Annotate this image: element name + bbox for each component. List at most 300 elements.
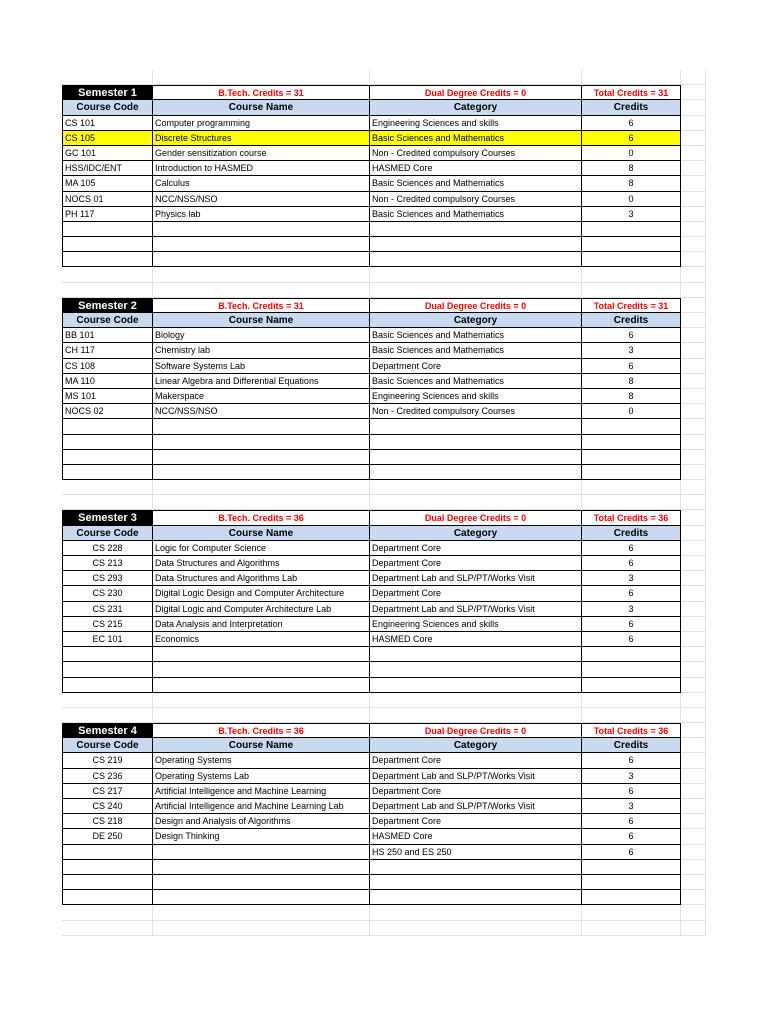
credits-cell[interactable]: 6 [582, 814, 681, 829]
category-header[interactable]: Category [370, 100, 582, 115]
course-code-cell[interactable]: PH 117 [62, 207, 153, 222]
dual-degree-credits-label[interactable]: Dual Degree Credits = 0 [370, 510, 582, 525]
course-name-cell[interactable]: Logic for Computer Science [153, 541, 370, 556]
empty-cell[interactable] [62, 860, 153, 875]
course-name-cell[interactable]: Makerspace [153, 389, 370, 404]
empty-cell[interactable] [681, 647, 706, 662]
empty-cell[interactable] [681, 708, 706, 723]
empty-cell[interactable] [62, 465, 153, 480]
dual-degree-credits-label[interactable]: Dual Degree Credits = 0 [370, 723, 582, 738]
empty-cell[interactable] [153, 875, 370, 890]
empty-cell[interactable] [681, 723, 706, 738]
empty-cell[interactable] [582, 495, 681, 510]
empty-cell[interactable] [153, 480, 370, 495]
credits-cell[interactable]: 6 [582, 556, 681, 571]
empty-cell[interactable] [681, 298, 706, 313]
course-code-cell[interactable]: CS 219 [62, 753, 153, 768]
category-cell[interactable]: HASMED Core [370, 829, 582, 844]
semester-header-row [62, 510, 706, 525]
empty-cell[interactable] [582, 237, 681, 252]
empty-cell[interactable] [582, 222, 681, 237]
empty-cell[interactable] [62, 283, 153, 298]
empty-cell[interactable] [370, 921, 582, 936]
course-name-cell[interactable]: Artificial Intelligence and Machine Learning Lab [153, 799, 370, 814]
empty-cell[interactable] [62, 662, 153, 677]
empty-cell[interactable] [681, 374, 706, 389]
course-name-cell[interactable]: NCC/NSS/NSO [153, 404, 370, 419]
empty-cell[interactable] [153, 267, 370, 282]
category-cell[interactable]: Engineering Sciences and skills [370, 389, 582, 404]
category-cell[interactable]: Department Lab and SLP/PT/Works Visit [370, 571, 582, 586]
semester-header-row [62, 85, 706, 100]
empty-cell[interactable] [681, 875, 706, 890]
empty-cell[interactable] [681, 678, 706, 693]
course-row [62, 541, 706, 556]
credits-cell[interactable]: 6 [582, 359, 681, 374]
category-cell[interactable]: Department Core [370, 814, 582, 829]
empty-cell[interactable] [153, 237, 370, 252]
semester-title[interactable]: Semester 2 [62, 298, 153, 313]
empty-cell[interactable] [370, 480, 582, 495]
empty-cell[interactable] [153, 283, 370, 298]
empty-cell[interactable] [681, 602, 706, 617]
credits-cell[interactable]: 6 [582, 632, 681, 647]
empty-cell[interactable] [153, 662, 370, 677]
course-name-cell[interactable]: Calculus [153, 176, 370, 191]
empty-cell[interactable] [681, 632, 706, 647]
credits-cell[interactable]: 6 [582, 845, 681, 860]
empty-cell[interactable] [582, 267, 681, 282]
empty-cell[interactable] [681, 328, 706, 343]
empty-cell[interactable] [681, 693, 706, 708]
empty-cell[interactable] [153, 435, 370, 450]
empty-cell[interactable] [370, 708, 582, 723]
category-cell[interactable]: Engineering Sciences and skills [370, 617, 582, 632]
course-code-cell[interactable]: CH 117 [62, 343, 153, 358]
course-code-cell[interactable]: CS 231 [62, 602, 153, 617]
empty-cell[interactable] [370, 252, 582, 267]
empty-cell[interactable] [681, 465, 706, 480]
empty-cell[interactable] [62, 419, 153, 434]
course-name-cell[interactable]: Physics lab [153, 207, 370, 222]
course-name-cell[interactable]: Discrete Structures [153, 131, 370, 146]
credits-header[interactable]: Credits [582, 526, 681, 541]
credits-cell[interactable]: 0 [582, 192, 681, 207]
empty-cell[interactable] [681, 921, 706, 936]
empty-cell[interactable] [681, 829, 706, 844]
credits-header[interactable]: Credits [582, 313, 681, 328]
empty-cell[interactable] [153, 693, 370, 708]
course-code-cell[interactable]: CS 217 [62, 784, 153, 799]
empty-cell[interactable] [62, 495, 153, 510]
dual-degree-credits-label[interactable]: Dual Degree Credits = 0 [370, 85, 582, 100]
course-code-cell[interactable]: CS 101 [62, 116, 153, 131]
empty-cell[interactable] [370, 905, 582, 920]
empty-cell[interactable] [582, 480, 681, 495]
credits-cell[interactable]: 6 [582, 586, 681, 601]
empty-cell[interactable] [582, 890, 681, 905]
empty-cell[interactable] [370, 890, 582, 905]
blank-row [62, 283, 706, 298]
empty-cell[interactable] [582, 860, 681, 875]
credits-cell[interactable]: 0 [582, 404, 681, 419]
course-row [62, 374, 706, 389]
empty-cell[interactable] [681, 784, 706, 799]
empty-cell[interactable] [370, 860, 582, 875]
empty-cell[interactable] [681, 753, 706, 768]
credits-cell[interactable]: 6 [582, 116, 681, 131]
empty-cell[interactable] [370, 495, 582, 510]
course-name-cell[interactable]: Operating Systems Lab [153, 769, 370, 784]
empty-cell[interactable] [370, 875, 582, 890]
empty-cell[interactable] [681, 556, 706, 571]
empty-cell[interactable] [681, 252, 706, 267]
empty-cell[interactable] [681, 222, 706, 237]
empty-cell[interactable] [681, 571, 706, 586]
btech-credits-label[interactable]: B.Tech. Credits = 31 [153, 85, 370, 100]
course-code-header[interactable]: Course Code [62, 738, 153, 753]
credits-cell[interactable]: 6 [582, 617, 681, 632]
credits-cell[interactable]: 3 [582, 799, 681, 814]
course-row [62, 192, 706, 207]
course-name-cell[interactable]: Linear Algebra and Differential Equations [153, 374, 370, 389]
empty-cell[interactable] [681, 237, 706, 252]
empty-cell[interactable] [153, 450, 370, 465]
category-cell[interactable]: Department Core [370, 556, 582, 571]
course-name-header[interactable]: Course Name [153, 738, 370, 753]
credits-cell[interactable]: 6 [582, 541, 681, 556]
empty-cell[interactable] [370, 70, 582, 85]
category-cell[interactable]: Basic Sciences and Mathematics [370, 374, 582, 389]
course-name-cell[interactable]: Chemistry lab [153, 343, 370, 358]
empty-cell[interactable] [582, 647, 681, 662]
course-name-cell[interactable]: Introduction to HASMED [153, 161, 370, 176]
empty-cell[interactable] [153, 465, 370, 480]
empty-cell[interactable] [681, 738, 706, 753]
empty-cell[interactable] [153, 678, 370, 693]
empty-cell[interactable] [153, 419, 370, 434]
course-code-cell[interactable]: CS 293 [62, 571, 153, 586]
course-code-cell[interactable]: BB 101 [62, 328, 153, 343]
credits-cell[interactable]: 8 [582, 374, 681, 389]
credits-cell[interactable]: 3 [582, 207, 681, 222]
empty-cell[interactable] [582, 905, 681, 920]
course-code-header[interactable]: Course Code [62, 313, 153, 328]
course-code-cell[interactable] [62, 845, 153, 860]
course-name-header[interactable]: Course Name [153, 313, 370, 328]
category-cell[interactable]: Department Core [370, 586, 582, 601]
category-cell[interactable]: Department Core [370, 541, 582, 556]
course-name-header[interactable]: Course Name [153, 100, 370, 115]
empty-cell[interactable] [681, 814, 706, 829]
empty-cell[interactable] [62, 70, 153, 85]
course-code-cell[interactable]: NOCS 02 [62, 404, 153, 419]
course-name-cell[interactable]: Gender sensitization course [153, 146, 370, 161]
empty-cell[interactable] [582, 252, 681, 267]
semester-title[interactable]: Semester 4 [62, 723, 153, 738]
course-name-cell[interactable] [153, 845, 370, 860]
credits-header[interactable]: Credits [582, 100, 681, 115]
empty-cell[interactable] [681, 890, 706, 905]
column-header-row [62, 313, 706, 328]
category-cell[interactable]: Department Core [370, 359, 582, 374]
course-code-cell[interactable]: MA 110 [62, 374, 153, 389]
empty-cell[interactable] [62, 708, 153, 723]
empty-cell[interactable] [370, 662, 582, 677]
empty-cell[interactable] [681, 313, 706, 328]
empty-cell[interactable] [681, 495, 706, 510]
semester-title[interactable]: Semester 3 [62, 510, 153, 525]
credits-cell[interactable]: 3 [582, 769, 681, 784]
empty-cell[interactable] [62, 678, 153, 693]
course-name-cell[interactable]: Software Systems Lab [153, 359, 370, 374]
empty-cell[interactable] [681, 343, 706, 358]
empty-cell[interactable] [681, 905, 706, 920]
course-row [62, 617, 706, 632]
empty-cell[interactable] [370, 283, 582, 298]
empty-cell[interactable] [62, 252, 153, 267]
btech-credits-label[interactable]: B.Tech. Credits = 36 [153, 510, 370, 525]
credits-cell[interactable]: 6 [582, 829, 681, 844]
empty-cell[interactable] [681, 404, 706, 419]
empty-cell[interactable] [681, 207, 706, 222]
dual-degree-credits-label[interactable]: Dual Degree Credits = 0 [370, 298, 582, 313]
empty-cell[interactable] [582, 450, 681, 465]
empty-cell[interactable] [153, 70, 370, 85]
empty-cell[interactable] [582, 465, 681, 480]
credits-cell[interactable]: 3 [582, 343, 681, 358]
empty-cell[interactable] [62, 237, 153, 252]
course-name-cell[interactable]: Biology [153, 328, 370, 343]
course-code-header[interactable]: Course Code [62, 526, 153, 541]
course-code-header[interactable]: Course Code [62, 100, 153, 115]
empty-cell[interactable] [62, 222, 153, 237]
empty-cell[interactable] [62, 921, 153, 936]
blank-row [62, 495, 706, 510]
course-name-cell[interactable]: Digital Logic Design and Computer Architecture [153, 586, 370, 601]
category-cell[interactable]: Basic Sciences and Mathematics [370, 328, 582, 343]
empty-cell[interactable] [681, 662, 706, 677]
course-row [62, 146, 706, 161]
credits-cell[interactable]: 3 [582, 602, 681, 617]
empty-cell[interactable] [681, 192, 706, 207]
empty-cell[interactable] [681, 769, 706, 784]
empty-cell[interactable] [370, 419, 582, 434]
course-name-cell[interactable]: Design Thinking [153, 829, 370, 844]
empty-cell[interactable] [62, 647, 153, 662]
empty-cell[interactable] [681, 85, 706, 100]
empty-cell[interactable] [681, 176, 706, 191]
empty-cell[interactable] [681, 267, 706, 282]
empty-cell[interactable] [153, 222, 370, 237]
course-code-cell[interactable]: DE 250 [62, 829, 153, 844]
empty-cell[interactable] [582, 921, 681, 936]
course-name-cell[interactable]: Computer programming [153, 116, 370, 131]
category-header[interactable]: Category [370, 313, 582, 328]
category-cell[interactable]: HASMED Core [370, 632, 582, 647]
course-code-cell[interactable]: CS 240 [62, 799, 153, 814]
empty-cell[interactable] [582, 693, 681, 708]
course-code-cell[interactable]: MA 105 [62, 176, 153, 191]
category-cell[interactable]: Basic Sciences and Mathematics [370, 343, 582, 358]
category-cell[interactable]: Department Core [370, 784, 582, 799]
empty-cell[interactable] [681, 860, 706, 875]
category-cell[interactable]: HASMED Core [370, 161, 582, 176]
empty-cell[interactable] [681, 146, 706, 161]
empty-cell[interactable] [153, 708, 370, 723]
total-credits-label[interactable]: Total Credits = 36 [582, 723, 681, 738]
empty-cell[interactable] [681, 526, 706, 541]
course-code-cell[interactable]: CS 228 [62, 541, 153, 556]
empty-cell[interactable] [370, 222, 582, 237]
empty-cell[interactable] [681, 100, 706, 115]
empty-cell[interactable] [62, 480, 153, 495]
empty-cell[interactable] [370, 465, 582, 480]
course-code-cell[interactable]: GC 101 [62, 146, 153, 161]
course-name-cell[interactable]: Digital Logic and Computer Architecture Lab [153, 602, 370, 617]
empty-cell[interactable] [681, 541, 706, 556]
spreadsheet[interactable] [62, 70, 706, 936]
category-cell[interactable]: Basic Sciences and Mathematics [370, 131, 582, 146]
category-cell[interactable]: Engineering Sciences and skills [370, 116, 582, 131]
empty-cell[interactable] [153, 495, 370, 510]
credits-cell[interactable]: 6 [582, 328, 681, 343]
course-code-cell[interactable]: CS 108 [62, 359, 153, 374]
course-code-cell[interactable]: CS 105 [62, 131, 153, 146]
category-cell[interactable]: Department Core [370, 753, 582, 768]
empty-cell[interactable] [153, 921, 370, 936]
empty-cell[interactable] [370, 237, 582, 252]
empty-cell[interactable] [153, 252, 370, 267]
credits-header[interactable]: Credits [582, 738, 681, 753]
category-cell[interactable]: HS 250 and ES 250 [370, 845, 582, 860]
course-name-cell[interactable]: Data Structures and Algorithms Lab [153, 571, 370, 586]
total-credits-label[interactable]: Total Credits = 36 [582, 510, 681, 525]
total-credits-label[interactable]: Total Credits = 31 [582, 298, 681, 313]
credits-cell[interactable]: 8 [582, 176, 681, 191]
empty-cell[interactable] [153, 647, 370, 662]
course-code-cell[interactable]: CS 215 [62, 617, 153, 632]
empty-cell[interactable] [681, 131, 706, 146]
empty-cell[interactable] [681, 419, 706, 434]
course-name-cell[interactable]: Design and Analysis of Algorithms [153, 814, 370, 829]
empty-cell[interactable] [62, 890, 153, 905]
empty-cell[interactable] [370, 267, 582, 282]
course-code-cell[interactable]: CS 218 [62, 814, 153, 829]
credits-cell[interactable]: 3 [582, 571, 681, 586]
empty-cell[interactable] [681, 510, 706, 525]
btech-credits-label[interactable]: B.Tech. Credits = 31 [153, 298, 370, 313]
empty-cell[interactable] [582, 435, 681, 450]
empty-cell[interactable] [681, 116, 706, 131]
course-row [62, 799, 706, 814]
category-cell[interactable]: Non - Credited compulsory Courses [370, 404, 582, 419]
btech-credits-label[interactable]: B.Tech. Credits = 36 [153, 723, 370, 738]
course-code-cell[interactable]: NOCS 01 [62, 192, 153, 207]
empty-cell[interactable] [62, 905, 153, 920]
empty-cell[interactable] [681, 359, 706, 374]
category-header[interactable]: Category [370, 738, 582, 753]
course-code-cell[interactable]: CS 213 [62, 556, 153, 571]
empty-cell[interactable] [582, 662, 681, 677]
empty-cell[interactable] [62, 267, 153, 282]
course-name-cell[interactable]: Data Structures and Algorithms [153, 556, 370, 571]
credits-cell[interactable]: 0 [582, 146, 681, 161]
empty-cell[interactable] [62, 693, 153, 708]
empty-cell[interactable] [62, 435, 153, 450]
empty-course-row [62, 647, 706, 662]
empty-cell[interactable] [582, 678, 681, 693]
empty-cell[interactable] [153, 905, 370, 920]
empty-cell[interactable] [582, 708, 681, 723]
empty-cell[interactable] [681, 617, 706, 632]
course-name-cell[interactable]: NCC/NSS/NSO [153, 192, 370, 207]
empty-cell[interactable] [370, 678, 582, 693]
empty-cell[interactable] [582, 70, 681, 85]
empty-cell[interactable] [681, 435, 706, 450]
empty-cell[interactable] [153, 860, 370, 875]
course-name-cell[interactable]: Artificial Intelligence and Machine Learning [153, 784, 370, 799]
semester-title[interactable]: Semester 1 [62, 85, 153, 100]
empty-cell[interactable] [370, 693, 582, 708]
empty-cell[interactable] [681, 161, 706, 176]
category-cell[interactable]: Basic Sciences and Mathematics [370, 176, 582, 191]
empty-cell[interactable] [370, 647, 582, 662]
empty-cell[interactable] [681, 586, 706, 601]
empty-cell[interactable] [681, 845, 706, 860]
category-cell[interactable]: Department Lab and SLP/PT/Works Visit [370, 799, 582, 814]
course-row [62, 207, 706, 222]
empty-cell[interactable] [62, 875, 153, 890]
category-cell[interactable]: Department Lab and SLP/PT/Works Visit [370, 602, 582, 617]
credits-cell[interactable]: 6 [582, 131, 681, 146]
empty-cell[interactable] [681, 799, 706, 814]
empty-cell[interactable] [681, 70, 706, 85]
empty-cell[interactable] [681, 389, 706, 404]
course-name-cell[interactable]: Economics [153, 632, 370, 647]
empty-cell[interactable] [681, 480, 706, 495]
category-cell[interactable]: Non - Credited compulsory Courses [370, 146, 582, 161]
empty-cell[interactable] [582, 875, 681, 890]
empty-cell[interactable] [370, 450, 582, 465]
empty-cell[interactable] [582, 419, 681, 434]
course-name-cell[interactable]: Data Analysis and Interpretation [153, 617, 370, 632]
category-header[interactable]: Category [370, 526, 582, 541]
course-code-cell[interactable]: HSS/IDC/ENT [62, 161, 153, 176]
course-code-cell[interactable]: CS 236 [62, 769, 153, 784]
category-cell[interactable]: Basic Sciences and Mathematics [370, 207, 582, 222]
course-row [62, 784, 706, 799]
empty-cell[interactable] [582, 283, 681, 298]
credits-cell[interactable]: 6 [582, 784, 681, 799]
empty-cell[interactable] [681, 450, 706, 465]
empty-cell[interactable] [153, 890, 370, 905]
course-code-cell[interactable]: MS 101 [62, 389, 153, 404]
empty-cell[interactable] [370, 435, 582, 450]
course-name-cell[interactable]: Operating Systems [153, 753, 370, 768]
credits-cell[interactable]: 6 [582, 753, 681, 768]
category-cell[interactable]: Non - Credited compulsory Courses [370, 192, 582, 207]
empty-cell[interactable] [62, 450, 153, 465]
course-code-cell[interactable]: CS 230 [62, 586, 153, 601]
course-name-header[interactable]: Course Name [153, 526, 370, 541]
credits-cell[interactable]: 8 [582, 389, 681, 404]
empty-cell[interactable] [681, 283, 706, 298]
credits-cell[interactable]: 8 [582, 161, 681, 176]
category-cell[interactable]: Department Lab and SLP/PT/Works Visit [370, 769, 582, 784]
total-credits-label[interactable]: Total Credits = 31 [582, 85, 681, 100]
course-code-cell[interactable]: EC 101 [62, 632, 153, 647]
